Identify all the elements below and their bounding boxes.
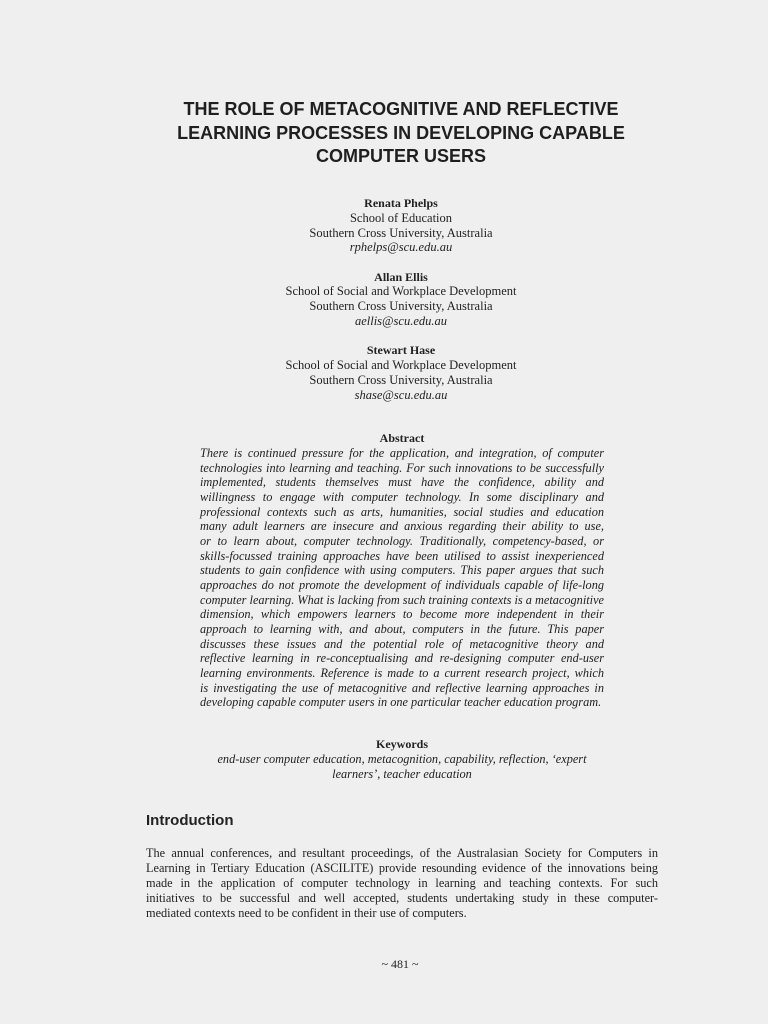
abstract-line: discusses these issues and the potential role of metacognitive theory and bbox=[200, 636, 604, 651]
author-entry bbox=[200, 270, 602, 329]
author-affiliation: Southern Cross University, Australia bbox=[309, 299, 493, 314]
abstract-line: learning environments. Reference is made to a current research project, which bbox=[200, 665, 604, 680]
abstract-body bbox=[200, 446, 604, 710]
author-name: Stewart Hase bbox=[366, 343, 436, 358]
abstract-line: implemented, students themselves must have the confidence, ability and bbox=[200, 475, 604, 490]
author-email: shase@scu.edu.au bbox=[354, 387, 448, 402]
author-affiliation: School of Social and Workplace Development bbox=[285, 284, 517, 299]
abstract-line: approaches do not promote the development of individuals capable of life-long bbox=[200, 577, 604, 592]
abstract-line: students to gain confidence with using computers. This paper argues that such bbox=[200, 563, 604, 578]
abstract-line: approach to learning with, and about, computers in the future. This paper bbox=[200, 621, 604, 636]
author-entry bbox=[200, 343, 602, 402]
abstract-line: skills-focussed training approaches have been utilised to assist inexperienced bbox=[200, 548, 604, 563]
abstract-line: developing capable computer users in one particular teacher education program. bbox=[200, 695, 602, 710]
title-line: LEARNING PROCESSES IN DEVELOPING CAPABLE bbox=[177, 122, 625, 143]
title-line: COMPUTER USERS bbox=[315, 146, 486, 166]
author-name: Renata Phelps bbox=[364, 196, 438, 210]
author-email: aellis@scu.edu.au bbox=[354, 314, 448, 329]
abstract-section bbox=[200, 431, 604, 710]
introduction-line: initiatives to be successful and well accepted, students undertaking study in these computer- bbox=[146, 891, 658, 905]
abstract-line: computer learning. What is lacking from such training contexts is a metacognitive bbox=[200, 592, 604, 607]
paper-title bbox=[120, 98, 682, 169]
abstract-line: many adult learners are insecure and anxious regarding their ability to use, bbox=[200, 519, 604, 534]
introduction-line: made in the application of computer technology in learning and teaching contexts. For such bbox=[146, 876, 658, 890]
abstract-line: reflective learning in re-conceptualising and re-designing computer end-user bbox=[200, 651, 604, 666]
abstract-line: There is continued pressure for the application, and integration, of computer bbox=[200, 446, 604, 460]
author-affiliation: Southern Cross University, Australia bbox=[309, 225, 493, 240]
author-affiliation: School of Social and Workplace Development bbox=[285, 358, 517, 373]
abstract-heading: Abstract bbox=[379, 431, 425, 445]
introduction-line: mediated contexts need to be confident in their use of computers. bbox=[146, 906, 467, 920]
author-name: Allan Ellis bbox=[374, 269, 428, 284]
author-block bbox=[200, 196, 602, 417]
abstract-line: willingness to engage with computer technology. In some disciplinary and bbox=[200, 489, 604, 504]
introduction-line: Learning in Tertiary Education (ASCILITE) provide resounding evidence of the innovations being bbox=[146, 861, 658, 875]
abstract-line: technologies into learning and teaching. For such innovations to be successfully bbox=[200, 460, 604, 475]
abstract-line: is investigating the use of metacognitive and reflective learning approaches in bbox=[200, 680, 604, 695]
keywords-body bbox=[200, 752, 604, 782]
author-entry bbox=[200, 196, 602, 255]
page-number: ~ 481 ~ bbox=[381, 957, 419, 971]
keywords-heading: Keywords bbox=[376, 737, 428, 751]
keywords-section bbox=[200, 737, 604, 782]
introduction-line: The annual conferences, and resultant proceedings, of the Australasian Society for Computers in bbox=[146, 846, 658, 860]
abstract-line: dimension, which empowers learners to become more independent in their bbox=[200, 607, 604, 622]
introduction-heading: Introduction bbox=[146, 812, 234, 829]
abstract-line: or to learn about, computer technology. Traditionally, competency-based, or bbox=[200, 533, 604, 548]
keywords-line: end-user computer education, metacognition, capability, reflection, ‘expert bbox=[217, 752, 587, 766]
author-affiliation: School of Education bbox=[349, 210, 453, 225]
keywords-line: learners’, teacher education bbox=[332, 767, 472, 781]
title-line: THE ROLE OF METACOGNITIVE AND REFLECTIVE bbox=[183, 99, 619, 119]
author-email: rphelps@scu.edu.au bbox=[349, 240, 453, 255]
author-affiliation: Southern Cross University, Australia bbox=[309, 372, 493, 387]
abstract-line: professional contexts such as arts, humanities, social studies and education bbox=[200, 504, 604, 519]
introduction-body bbox=[146, 846, 658, 921]
